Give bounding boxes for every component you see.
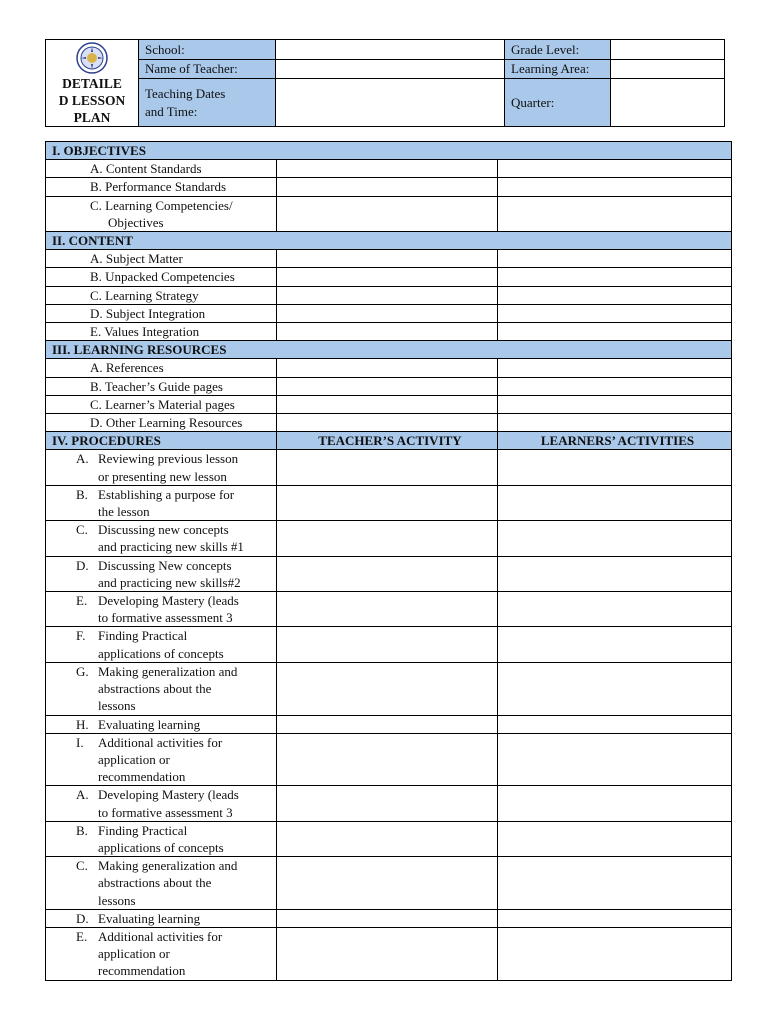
procedure-label-line: Making generalization and (98, 858, 238, 874)
learner-cell[interactable] (498, 909, 732, 927)
procedure-label (46, 821, 277, 856)
table-row (46, 395, 732, 413)
section-row-resources (46, 341, 732, 359)
table-row (46, 359, 732, 377)
procedure-label-line: abstractions about the (98, 875, 212, 891)
teacher-cell[interactable] (277, 715, 498, 733)
procedure-row (46, 909, 732, 927)
procedure-label-line: or presenting new lesson (98, 468, 227, 484)
learner-cell[interactable] (498, 733, 732, 786)
table-row (46, 268, 732, 286)
table-row (46, 286, 732, 304)
learner-cell[interactable] (498, 414, 732, 432)
procedure-row (46, 450, 732, 485)
procedure-row (46, 715, 732, 733)
procedure-row (46, 485, 732, 520)
procedure-label-line: and practicing new skills #1 (98, 539, 244, 555)
learner-cell[interactable] (498, 857, 732, 910)
procedure-label-line: Additional activities for (98, 928, 223, 944)
procedure-label (46, 450, 277, 485)
learner-cell[interactable] (498, 715, 732, 733)
table-row (46, 250, 732, 268)
teacher-name-label: Name of Teacher: (139, 59, 276, 79)
procedure-label-line: applications of concepts (98, 839, 224, 855)
learning-area-field[interactable] (611, 59, 725, 79)
learners-activities-header: LEARNERS’ ACTIVITIES (498, 432, 732, 450)
procedure-row (46, 927, 732, 980)
learner-cell[interactable] (498, 450, 732, 485)
teacher-cell[interactable] (277, 927, 498, 980)
teacher-cell[interactable] (277, 786, 498, 821)
lesson-plan-main-table (45, 141, 732, 981)
procedure-label-line: application or (98, 751, 170, 767)
row-label: E. Values Integration (46, 323, 277, 341)
procedure-label (46, 592, 277, 627)
procedure-label-line: to formative assessment 3 (98, 610, 233, 626)
procedure-label (46, 485, 277, 520)
learner-cell[interactable] (498, 395, 732, 413)
learner-cell[interactable] (498, 592, 732, 627)
title-line: DETAILE (62, 76, 122, 91)
section-title: I. OBJECTIVES (46, 142, 732, 160)
teacher-cell[interactable] (277, 250, 498, 268)
section-row-procedures (46, 432, 732, 450)
procedure-row (46, 821, 732, 856)
grade-level-field[interactable] (611, 40, 725, 60)
learner-cell[interactable] (498, 196, 732, 231)
row-label: B. Performance Standards (46, 178, 277, 196)
procedure-label-line: application or (98, 946, 170, 962)
procedure-letter: B. (76, 822, 88, 838)
teacher-cell[interactable] (277, 521, 498, 556)
teaching-dates-label (139, 79, 276, 127)
procedure-row (46, 627, 732, 662)
row-label: D. Subject Integration (46, 304, 277, 322)
teacher-cell[interactable] (277, 414, 498, 432)
procedure-letter: D. (76, 557, 89, 573)
procedure-label-line: to formative assessment 3 (98, 804, 233, 820)
table-row (46, 414, 732, 432)
teacher-cell[interactable] (277, 359, 498, 377)
procedure-label-line: Making generalization and (98, 663, 238, 679)
teacher-cell[interactable] (277, 627, 498, 662)
learner-cell[interactable] (498, 662, 732, 715)
teacher-cell[interactable] (277, 857, 498, 910)
procedures-body (46, 450, 732, 980)
teacher-cell[interactable] (277, 304, 498, 322)
procedure-row (46, 857, 732, 910)
teacher-cell[interactable] (277, 909, 498, 927)
procedure-label (46, 715, 277, 733)
procedure-letter: B. (76, 486, 88, 502)
procedure-label-line: Finding Practical (98, 628, 188, 644)
procedure-label-line: Finding Practical (98, 822, 188, 838)
procedure-label (46, 556, 277, 591)
procedure-row (46, 556, 732, 591)
row-label: C. Learner’s Material pages (46, 395, 277, 413)
procedure-row (46, 662, 732, 715)
procedure-letter: A. (76, 451, 89, 467)
procedure-letter: G. (76, 663, 89, 679)
section-row-objectives (46, 142, 732, 160)
procedure-letter: D. (76, 910, 89, 926)
row-label: B. Teacher’s Guide pages (46, 377, 277, 395)
teacher-cell[interactable] (277, 821, 498, 856)
procedure-label (46, 662, 277, 715)
learner-cell[interactable] (498, 377, 732, 395)
procedure-label-line: recommendation (98, 963, 186, 979)
procedure-row (46, 521, 732, 556)
procedure-label (46, 786, 277, 821)
learner-cell[interactable] (498, 286, 732, 304)
learner-cell[interactable] (498, 323, 732, 341)
row-label: A. Content Standards (46, 160, 277, 178)
procedure-label-line: recommendation (98, 769, 186, 785)
teacher-cell[interactable] (277, 160, 498, 178)
teacher-cell[interactable] (277, 450, 498, 485)
procedure-label-line: abstractions about the (98, 681, 212, 697)
procedure-label-line: lessons (98, 698, 136, 714)
title-cell (46, 40, 139, 127)
row-label-line: C. Learning Competencies/ (90, 197, 233, 213)
learner-cell[interactable] (498, 927, 732, 980)
procedure-letter: E. (76, 928, 88, 944)
procedure-label-line: Reviewing previous lesson (98, 451, 239, 467)
procedure-label-line: Establishing a purpose for (98, 486, 235, 502)
table-row (46, 377, 732, 395)
teacher-name-field[interactable] (276, 59, 505, 79)
teaching-dates-label-line: and Time: (145, 103, 198, 119)
learner-cell[interactable] (498, 627, 732, 662)
section-row-content (46, 232, 732, 250)
procedure-letter: C. (76, 858, 88, 874)
teacher-cell[interactable] (277, 556, 498, 591)
procedure-label-line: Discussing New concepts (98, 557, 232, 573)
procedure-label-line: the lesson (98, 504, 150, 520)
school-label: School: (139, 40, 276, 60)
title-line: PLAN (73, 110, 111, 125)
row-label: A. References (46, 359, 277, 377)
learner-cell[interactable] (498, 521, 732, 556)
teacher-cell[interactable] (277, 592, 498, 627)
procedure-row (46, 592, 732, 627)
procedure-label (46, 733, 277, 786)
row-label: D. Other Learning Resources (46, 414, 277, 432)
grade-level-label: Grade Level: (505, 40, 611, 60)
teacher-cell[interactable] (277, 485, 498, 520)
procedure-row (46, 786, 732, 821)
teacher-activity-header: TEACHER’S ACTIVITY (277, 432, 498, 450)
teacher-cell[interactable] (277, 323, 498, 341)
title-line: D LESSON (58, 93, 126, 108)
teacher-cell[interactable] (277, 196, 498, 231)
procedure-letter: I. (76, 734, 84, 750)
procedure-row (46, 733, 732, 786)
teaching-dates-field[interactable] (276, 79, 505, 127)
section-title: III. LEARNING RESOURCES (46, 341, 732, 359)
teacher-cell[interactable] (277, 286, 498, 304)
section-title: IV. PROCEDURES (46, 432, 277, 450)
teacher-cell[interactable] (277, 662, 498, 715)
learner-cell[interactable] (498, 250, 732, 268)
learner-cell[interactable] (498, 485, 732, 520)
teacher-cell[interactable] (277, 733, 498, 786)
lesson-plan-header-table (45, 39, 725, 127)
row-label: C. Learning Strategy (46, 286, 277, 304)
procedure-label-line: Evaluating learning (98, 716, 201, 732)
procedure-label (46, 627, 277, 662)
table-row (46, 304, 732, 322)
learner-cell[interactable] (498, 268, 732, 286)
school-field[interactable] (276, 40, 505, 60)
procedure-letter: A. (76, 787, 89, 803)
procedure-label-line: Developing Mastery (leads (98, 787, 239, 803)
procedure-label-line: and practicing new skills#2 (98, 574, 241, 590)
row-label-line: Objectives (108, 214, 164, 230)
procedure-label (46, 927, 277, 980)
table-row (46, 323, 732, 341)
learning-area-label: Learning Area: (505, 59, 611, 79)
learner-cell[interactable] (498, 821, 732, 856)
teacher-cell[interactable] (277, 395, 498, 413)
learner-cell[interactable] (498, 786, 732, 821)
procedure-label-line: Evaluating learning (98, 910, 201, 926)
table-row (46, 178, 732, 196)
quarter-label: Quarter: (505, 79, 611, 127)
procedure-letter: F. (76, 628, 86, 644)
learner-cell[interactable] (498, 304, 732, 322)
procedure-letter: C. (76, 522, 88, 538)
procedure-letter: E. (76, 593, 88, 609)
procedure-label (46, 909, 277, 927)
learner-cell[interactable] (498, 178, 732, 196)
procedure-label-line: applications of concepts (98, 645, 224, 661)
procedure-label-line: Discussing new concepts (98, 522, 229, 538)
row-label: A. Subject Matter (46, 250, 277, 268)
teacher-cell[interactable] (277, 268, 498, 286)
procedure-label (46, 857, 277, 910)
procedure-label (46, 521, 277, 556)
procedure-letter: H. (76, 716, 89, 732)
procedure-label-line: lessons (98, 892, 136, 908)
procedure-label-line: Developing Mastery (leads (98, 593, 239, 609)
learner-cell[interactable] (498, 160, 732, 178)
procedure-label-line: Additional activities for (98, 734, 223, 750)
section-title: II. CONTENT (46, 232, 732, 250)
table-row (46, 160, 732, 178)
deped-seal-icon (76, 42, 108, 74)
quarter-field[interactable] (611, 79, 725, 127)
teaching-dates-label-line: Teaching Dates (145, 86, 226, 102)
row-label: B. Unpacked Competencies (46, 268, 277, 286)
learner-cell[interactable] (498, 359, 732, 377)
teacher-cell[interactable] (277, 178, 498, 196)
teacher-cell[interactable] (277, 377, 498, 395)
table-row (46, 196, 732, 231)
learner-cell[interactable] (498, 556, 732, 591)
row-label (46, 196, 277, 231)
